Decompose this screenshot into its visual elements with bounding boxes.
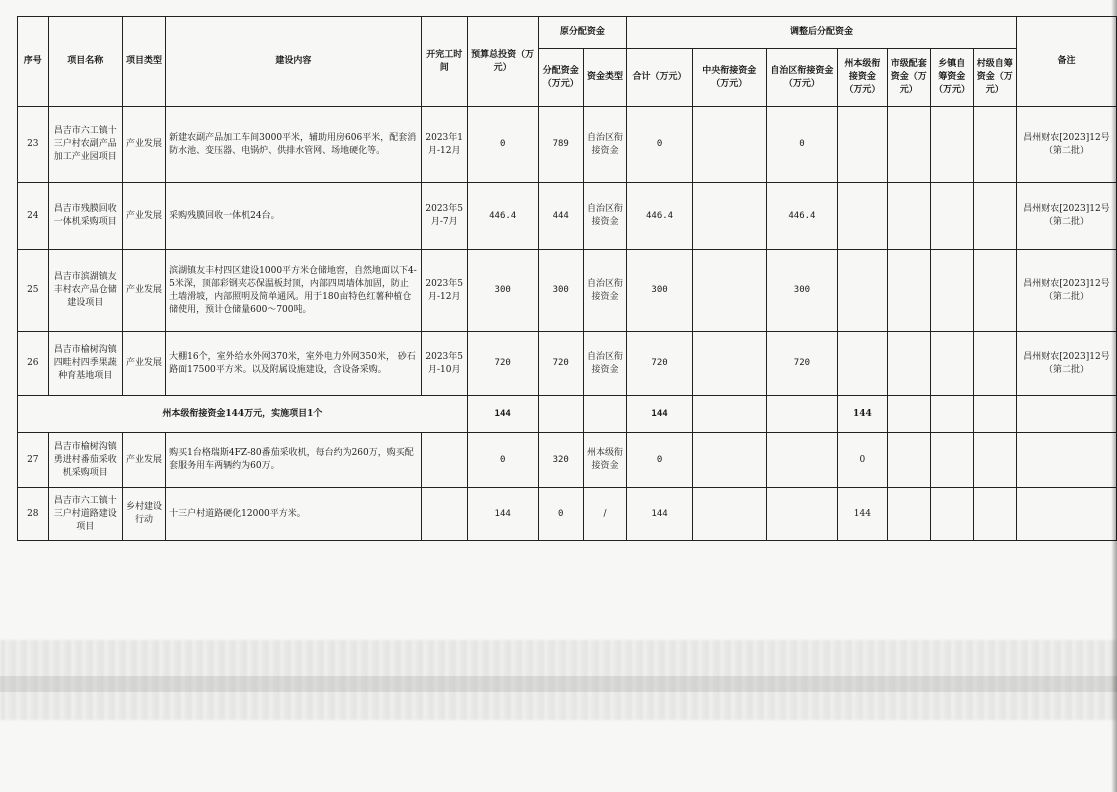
cell-construction-content: 十三户村道路硬化12000平方米。 bbox=[166, 488, 421, 541]
header-adj-total: 合计（万元） bbox=[627, 49, 693, 107]
cell-seq: 27 bbox=[18, 433, 49, 488]
cell-orig-amount: 0 bbox=[538, 488, 583, 541]
cell-budget: 144 bbox=[467, 488, 538, 541]
table-row bbox=[18, 250, 1117, 332]
fund-allocation-table bbox=[17, 16, 1117, 541]
subtotal-orig-fund-type bbox=[583, 396, 626, 433]
table-body bbox=[18, 17, 1117, 541]
table-row bbox=[18, 488, 1117, 541]
cell-orig-fund-type: 自治区衔接资金 bbox=[583, 107, 626, 183]
cell-adj-region bbox=[766, 433, 838, 488]
cell-orig-amount: 300 bbox=[538, 250, 583, 332]
subtotal-adj-region bbox=[766, 396, 838, 433]
subtotal-adj-central bbox=[692, 396, 766, 433]
cell-project-name: 昌吉市六工镇十三户村农副产品加工产业园项目 bbox=[48, 107, 122, 183]
scan-smudge-band bbox=[0, 676, 1117, 692]
header-row-1 bbox=[18, 17, 1117, 49]
cell-adj-total: 0 bbox=[627, 433, 693, 488]
cell-adj-region: 720 bbox=[766, 332, 838, 396]
cell-adj-city bbox=[887, 107, 930, 183]
cell-adj-village bbox=[973, 183, 1016, 250]
cell-adj-village bbox=[973, 332, 1016, 396]
cell-orig-fund-type: 自治区衔接资金 bbox=[583, 183, 626, 250]
subtotal-adj-village bbox=[973, 396, 1016, 433]
header-adj-town: 乡镇自筹资金（万元） bbox=[931, 49, 974, 107]
cell-adj-town bbox=[931, 183, 974, 250]
cell-project-type: 产业发展 bbox=[122, 107, 165, 183]
cell-budget: 446.4 bbox=[467, 183, 538, 250]
cell-seq: 26 bbox=[18, 332, 49, 396]
cell-project-name: 昌吉市滨湖镇友丰村农产品仓储建设项目 bbox=[48, 250, 122, 332]
cell-project-type: 产业发展 bbox=[122, 183, 165, 250]
cell-orig-amount: 444 bbox=[538, 183, 583, 250]
cell-project-name: 昌吉市残膜回收一体机采购项目 bbox=[48, 183, 122, 250]
cell-project-type: 产业发展 bbox=[122, 433, 165, 488]
cell-budget: 0 bbox=[467, 433, 538, 488]
cell-remark bbox=[1016, 433, 1116, 488]
cell-adj-town bbox=[931, 250, 974, 332]
table-row bbox=[18, 183, 1117, 250]
cell-remark: 昌州财农[2023]12号（第二批） bbox=[1016, 107, 1116, 183]
cell-adj-village bbox=[973, 250, 1016, 332]
cell-adj-prefecture bbox=[838, 250, 887, 332]
cell-adj-city bbox=[887, 332, 930, 396]
cell-seq: 28 bbox=[18, 488, 49, 541]
cell-adj-village bbox=[973, 488, 1016, 541]
cell-budget: 300 bbox=[467, 250, 538, 332]
header-project-name: 项目名称 bbox=[48, 17, 122, 107]
cell-adj-prefecture: 0 bbox=[838, 433, 887, 488]
cell-period: 2023年5月-12月 bbox=[421, 250, 467, 332]
cell-project-type: 产业发展 bbox=[122, 332, 165, 396]
header-adj-prefecture: 州本级衔接资金（万元） bbox=[838, 49, 887, 107]
subtotal-adj-town bbox=[931, 396, 974, 433]
cell-adj-central bbox=[692, 250, 766, 332]
cell-project-type: 乡村建设行动 bbox=[122, 488, 165, 541]
cell-project-type: 产业发展 bbox=[122, 250, 165, 332]
subtotal-budget: 144 bbox=[467, 396, 538, 433]
cell-construction-content: 新建农副产品加工车间3000平米，辅助用房606平米，配套消防水池、变压器、电锅炉、供排水管网、场地硬化等。 bbox=[166, 107, 421, 183]
header-remark: 备注 bbox=[1016, 17, 1116, 107]
cell-remark: 昌州财农[2023]12号（第二批） bbox=[1016, 183, 1116, 250]
cell-adj-total: 720 bbox=[627, 332, 693, 396]
cell-adj-city bbox=[887, 433, 930, 488]
cell-adj-village bbox=[973, 107, 1016, 183]
cell-adj-central bbox=[692, 332, 766, 396]
cell-seq: 23 bbox=[18, 107, 49, 183]
cell-adj-city bbox=[887, 488, 930, 541]
header-adj-central: 中央衔接资金（万元） bbox=[692, 49, 766, 107]
cell-period: 2023年5月-7月 bbox=[421, 183, 467, 250]
cell-adj-town bbox=[931, 332, 974, 396]
table-row bbox=[18, 433, 1117, 488]
cell-seq: 25 bbox=[18, 250, 49, 332]
cell-adj-central bbox=[692, 183, 766, 250]
cell-adj-city bbox=[887, 250, 930, 332]
header-construction-content: 建设内容 bbox=[166, 17, 421, 107]
cell-adj-region: 446.4 bbox=[766, 183, 838, 250]
cell-seq: 24 bbox=[18, 183, 49, 250]
header-adjusted-allocation: 调整后分配资金 bbox=[627, 17, 1017, 49]
cell-project-name: 昌吉市六工镇十三户村道路建设项目 bbox=[48, 488, 122, 541]
subtotal-adj-city bbox=[887, 396, 930, 433]
cell-budget: 720 bbox=[467, 332, 538, 396]
cell-orig-fund-type: 自治区衔接资金 bbox=[583, 332, 626, 396]
cell-adj-central bbox=[692, 488, 766, 541]
cell-adj-region: 0 bbox=[766, 107, 838, 183]
cell-adj-prefecture bbox=[838, 107, 887, 183]
subtotal-label: 州本级衔接资金144万元，实施项目1个 bbox=[18, 396, 468, 433]
fund-allocation-sheet bbox=[17, 16, 1117, 541]
cell-adj-prefecture: 144 bbox=[838, 488, 887, 541]
scan-edge-shadow bbox=[1111, 0, 1117, 792]
table-row bbox=[18, 332, 1117, 396]
cell-remark bbox=[1016, 488, 1116, 541]
header-orig-fund-type: 资金类型 bbox=[583, 49, 626, 107]
cell-adj-region: 300 bbox=[766, 250, 838, 332]
cell-adj-city bbox=[887, 183, 930, 250]
cell-period bbox=[421, 488, 467, 541]
cell-remark: 昌州财农[2023]12号（第二批） bbox=[1016, 250, 1116, 332]
cell-construction-content: 大棚16个，室外给水外网370米，室外电力外网350米， 砂石路面17500平方米。以及附属设施建设，含设备采购。 bbox=[166, 332, 421, 396]
subtotal-orig-amount bbox=[538, 396, 583, 433]
cell-orig-fund-type: 州本级衔接资金 bbox=[583, 433, 626, 488]
header-budget: 预算总投资（万元） bbox=[467, 17, 538, 107]
subtotal-remark bbox=[1016, 396, 1116, 433]
cell-project-name: 昌吉市榆树沟镇勇进村番茄采收机采购项目 bbox=[48, 433, 122, 488]
header-original-allocation: 原分配资金 bbox=[538, 17, 627, 49]
cell-period: 2023年5月-10月 bbox=[421, 332, 467, 396]
cell-orig-amount: 320 bbox=[538, 433, 583, 488]
cell-adj-town bbox=[931, 433, 974, 488]
subtotal-adj-prefecture: 144 bbox=[838, 396, 887, 433]
cell-project-name: 昌吉市榆树沟镇四畦村四季果蔬种育基地项目 bbox=[48, 332, 122, 396]
cell-orig-amount: 720 bbox=[538, 332, 583, 396]
cell-orig-amount: 789 bbox=[538, 107, 583, 183]
header-seq: 序号 bbox=[18, 17, 49, 107]
cell-budget: 0 bbox=[467, 107, 538, 183]
cell-adj-region bbox=[766, 488, 838, 541]
header-orig-amount: 分配资金（万元） bbox=[538, 49, 583, 107]
cell-adj-prefecture bbox=[838, 332, 887, 396]
subtotal-adj-total: 144 bbox=[627, 396, 693, 433]
cell-adj-town bbox=[931, 107, 974, 183]
cell-adj-town bbox=[931, 488, 974, 541]
header-adj-village: 村级自筹资金（万元） bbox=[973, 49, 1016, 107]
cell-adj-total: 144 bbox=[627, 488, 693, 541]
cell-adj-central bbox=[692, 107, 766, 183]
cell-construction-content: 滨湖镇友丰村四区建设1000平方米仓储地窖，自然地面以下4-5米深，顶部彩钢夹芯保温板封顶，内部四周墙体加固，防止土墙滑坡，内部照明及简单通风。用于180亩特色红薯种植仓储使用，预计仓储量600～700吨。 bbox=[166, 250, 421, 332]
cell-construction-content: 采购残膜回收一体机24台。 bbox=[166, 183, 421, 250]
table-row bbox=[18, 107, 1117, 183]
cell-remark: 昌州财农[2023]12号（第二批） bbox=[1016, 332, 1116, 396]
header-adj-city: 市级配套资金（万元） bbox=[887, 49, 930, 107]
cell-period bbox=[421, 433, 467, 488]
header-project-type: 项目类型 bbox=[122, 17, 165, 107]
cell-adj-prefecture bbox=[838, 183, 887, 250]
header-period: 开完工时间 bbox=[421, 17, 467, 107]
cell-adj-total: 0 bbox=[627, 107, 693, 183]
cell-adj-central bbox=[692, 433, 766, 488]
header-adj-region: 自治区衔接资金（万元） bbox=[766, 49, 838, 107]
cell-construction-content: 购买1台格瑞斯4FZ-80番茄采收机，每台约为260万，购买配套服务用车两辆约为60万。 bbox=[166, 433, 421, 488]
cell-period: 2023年1月-12月 bbox=[421, 107, 467, 183]
cell-orig-fund-type: / bbox=[583, 488, 626, 541]
cell-adj-village bbox=[973, 433, 1016, 488]
cell-adj-total: 446.4 bbox=[627, 183, 693, 250]
cell-adj-total: 300 bbox=[627, 250, 693, 332]
cell-orig-fund-type: 自治区衔接资金 bbox=[583, 250, 626, 332]
subtotal-row bbox=[18, 396, 1117, 433]
